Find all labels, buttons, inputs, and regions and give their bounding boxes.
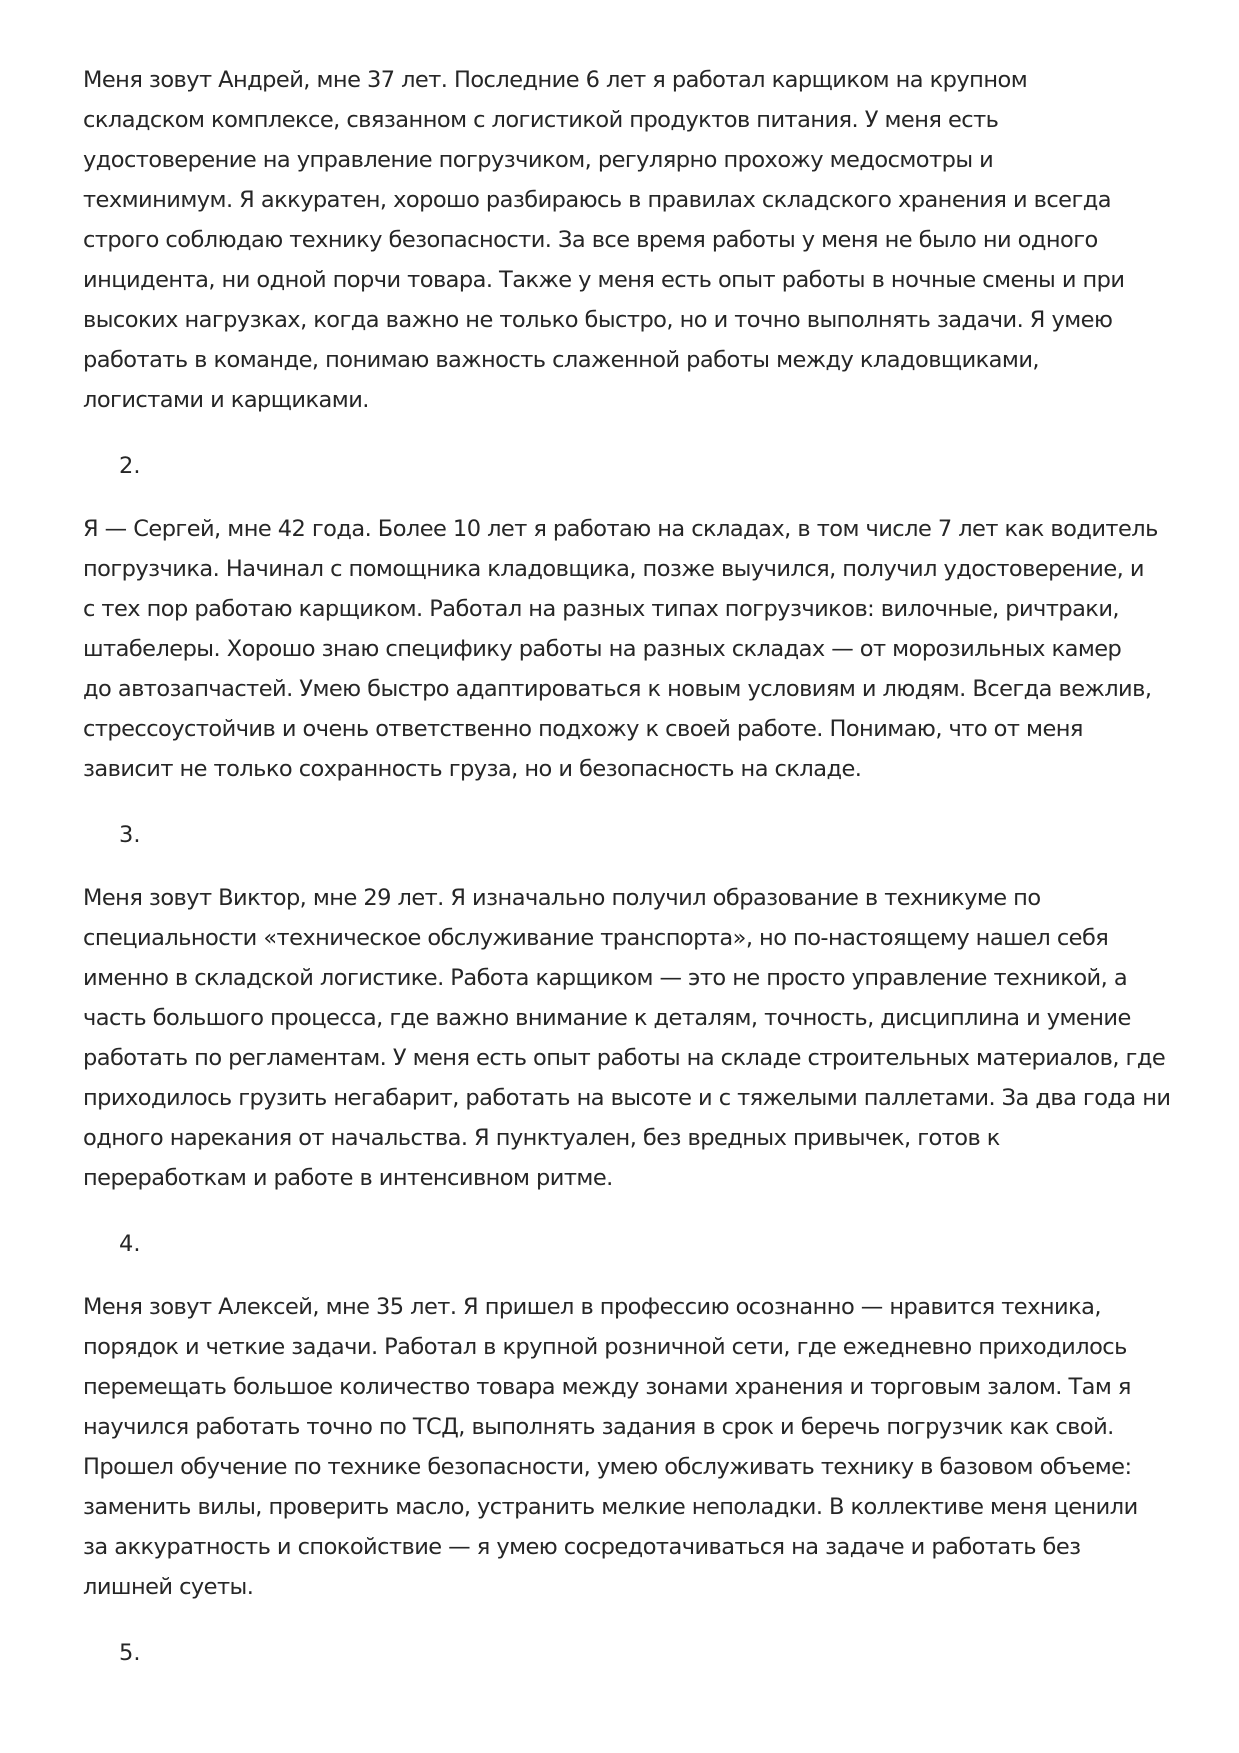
list-number: 2. xyxy=(119,453,141,479)
text-line: именно в складской логистике. Работа карщиком — это не просто управление техникой, а xyxy=(83,965,1128,991)
text-line: логистами и карщиками. xyxy=(83,387,369,413)
text-line: Меня зовут Андрей, мне 37 лет. Последние 6 лет я работал карщиком на крупном xyxy=(83,67,1028,93)
text-line: штабелеры. Хорошо знаю специфику работы на разных складах — от морозильных камер xyxy=(83,636,1122,662)
text-line: высоких нагрузках, когда важно не только быстро, но и точно выполнять задачи. Я умею xyxy=(83,307,1113,333)
text-line: часть большого процесса, где важно внимание к деталям, точность, дисциплина и умение xyxy=(83,1005,1131,1031)
text-line: Меня зовут Алексей, мне 35 лет. Я пришел в профессию осознанно — нравится техника, xyxy=(83,1294,1101,1320)
text-line: инцидента, ни одной порчи товара. Также у меня есть опыт работы в ночные смены и при xyxy=(83,267,1125,293)
text-line: с тех пор работаю карщиком. Работал на разных типах погрузчиков: вилочные, ричтраки, xyxy=(83,596,1120,622)
text-line: порядок и четкие задачи. Работал в крупной розничной сети, где ежедневно приходилось xyxy=(83,1334,1127,1360)
text-line: погрузчика. Начинал с помощника кладовщика, позже выучился, получил удостоверение, и xyxy=(83,556,1144,582)
paragraph-andrey xyxy=(83,60,1183,420)
paragraph-aleksey xyxy=(83,1287,1183,1607)
text-line: Я — Сергей, мне 42 года. Более 10 лет я работаю на складах, в том числе 7 лет как водитель xyxy=(83,516,1158,542)
text-line: зависит не только сохранность груза, но и безопасность на складе. xyxy=(83,756,862,782)
list-number: 5. xyxy=(119,1640,141,1666)
text-line: Меня зовут Виктор, мне 29 лет. Я изначально получил образование в техникуме по xyxy=(83,885,1041,911)
paragraph-sergey xyxy=(83,509,1183,789)
text-line: стрессоустойчив и очень ответственно подхожу к своей работе. Понимаю, что от меня xyxy=(83,716,1083,742)
text-line: удостоверение на управление погрузчиком, регулярно прохожу медосмотры и xyxy=(83,147,994,173)
text-line: заменить вилы, проверить масло, устранить мелкие неполадки. В коллективе меня ценили xyxy=(83,1494,1138,1520)
text-line: приходилось грузить негабарит, работать на высоте и с тяжелыми паллетами. За два года ни xyxy=(83,1085,1171,1111)
paragraph-viktor xyxy=(83,878,1183,1198)
text-line: работать в команде, понимаю важность слаженной работы между кладовщиками, xyxy=(83,347,1040,373)
text-line: работать по регламентам. У меня есть опыт работы на складе строительных материалов, где xyxy=(83,1045,1166,1071)
text-line: техминимум. Я аккуратен, хорошо разбираюсь в правилах складского хранения и всегда xyxy=(83,187,1111,213)
text-line: до автозапчастей. Умею быстро адаптироваться к новым условиям и людям. Всегда вежлив, xyxy=(83,676,1152,702)
text-line: за аккуратность и спокойствие — я умею сосредотачиваться на задаче и работать без xyxy=(83,1534,1081,1560)
text-line: перемещать большое количество товара между зонами хранения и торговым залом. Там я xyxy=(83,1374,1131,1400)
text-line: переработкам и работе в интенсивном ритме. xyxy=(83,1165,613,1191)
text-line: лишней суеты. xyxy=(83,1574,254,1600)
text-line: специальности «техническое обслуживание транспорта», но по-настоящему нашел себя xyxy=(83,925,1109,951)
text-line: строго соблюдаю технику безопасности. За все время работы у меня не было ни одного xyxy=(83,227,1098,253)
list-number: 3. xyxy=(119,822,141,848)
text-line: складском комплексе, связанном с логистикой продуктов питания. У меня есть xyxy=(83,107,999,133)
text-line: одного нарекания от начальства. Я пунктуален, без вредных привычек, готов к xyxy=(83,1125,1000,1151)
text-line: научился работать точно по ТСД, выполнять задания в срок и беречь погрузчик как свой. xyxy=(83,1414,1114,1440)
text-line: Прошел обучение по технике безопасности, умею обслуживать технику в базовом объеме: xyxy=(83,1454,1132,1480)
list-number: 4. xyxy=(119,1231,141,1257)
